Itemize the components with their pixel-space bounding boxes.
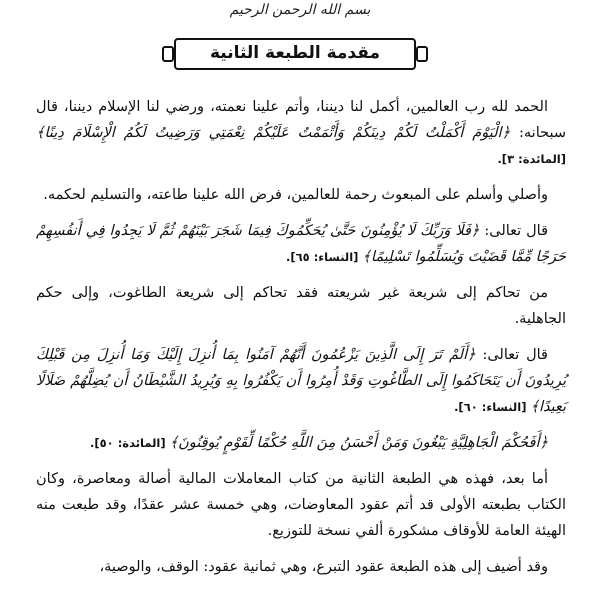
paragraph	[36, 342, 566, 420]
quran-verse: ﴿الْيَوْمَ أَكْمَلْتُ لَكُمْ دِينَكُمْ وَأَتْمَمْتُ عَلَيْكُمْ نِعْمَتِي وَرَضِيتُ لَكُمُ الْإِسْلَامَ دِينًا﴾	[36, 125, 511, 141]
paragraph-text: من تحاكم إلى شريعة غير شريعته فقد تحاكم إلى شريعة الطاغوت، وإلى حكم الجاهلية.	[36, 285, 566, 327]
paragraph-text: قال تعالى:	[475, 347, 548, 363]
paragraph	[36, 430, 566, 456]
paragraph-text: الحمد لله رب العالمين، أكمل لنا ديننا، وأتم علينا نعمته، ورضي لنا الإسلام ديننا، قال سبحانه:	[36, 99, 566, 141]
paragraph-text: أما بعد، فهذه هي الطبعة الثانية من كتاب المعاملات المالية أصالة ومعاصرة، وكان الكتاب بطبعته الأولى قد أتم عقود المعاوضات، وهي خمسة عشر عقدًا، وقد طبعت منه الهيئة العامة للأوقاف مشكورة ألفي نسخة للتوزيع.	[36, 471, 566, 539]
paragraph	[36, 218, 566, 270]
quran-verse: ﴿أَلَمْ تَرَ إِلَى الَّذِينَ يَزْعُمُونَ أَنَّهُمْ آمَنُوا بِمَا أُنزِلَ إِلَيْكَ وَمَا أُنزِلَ مِن قَبْلِكَ يُرِيدُونَ أَن يَتَحَاكَمُوا إِلَى الطَّاغُوتِ وَقَدْ أُمِرُوا أَن يَكْفُرُوا بِهِ وَيُرِيدُ الشَّيْطَانُ أَن يُضِلَّهُمْ ضَلَالًا بَعِيدًا﴾	[36, 347, 566, 415]
verse-reference: [المائدة: ٣].	[497, 152, 566, 166]
basmala-header: بسم الله الرحمن الرحيم	[229, 2, 371, 18]
paragraph-text: وأصلي وأسلم على المبعوث رحمة للعالمين، فرض الله علينا طاعته، والتسليم لحكمه.	[43, 187, 548, 203]
verse-reference: [النساء: ٦٥].	[286, 250, 363, 264]
verse-reference: [المائدة: ٥٠].	[90, 436, 170, 450]
title-cartouche	[160, 38, 430, 70]
paragraph	[36, 280, 566, 332]
quran-verse: ﴿أَفَحُكْمَ الْجَاهِلِيَّةِ يَبْغُونَ وَمَنْ أَحْسَنُ مِنَ اللَّهِ حُكْمًا لِّقَوْمٍ يُوقِنُونَ﴾	[169, 435, 548, 451]
paragraph	[36, 554, 566, 580]
paragraph	[36, 182, 566, 208]
quran-verse: ﴿فَلَا وَرَبِّكَ لَا يُؤْمِنُونَ حَتَّىٰ يُحَكِّمُوكَ فِيمَا شَجَرَ بَيْنَهُمْ ثُمَّ لَا يَجِدُوا فِي أَنفُسِهِمْ حَرَجًا مِّمَّا قَضَيْتَ وَيُسَلِّمُوا تَسْلِيمًا﴾	[36, 223, 566, 265]
paragraph-text: وقد أضيف إلى هذه الطبعة عقود التبرع، وهي ثمانية عقود: الوقف، والوصية،	[99, 559, 548, 575]
paragraph	[36, 466, 566, 544]
page-title: مقدمة الطبعة الثانية	[209, 43, 381, 63]
paragraph-text: قال تعالى:	[479, 223, 548, 239]
verse-reference: [النساء: ٦٠].	[454, 400, 531, 414]
body-text	[36, 94, 566, 590]
paragraph	[36, 94, 566, 172]
